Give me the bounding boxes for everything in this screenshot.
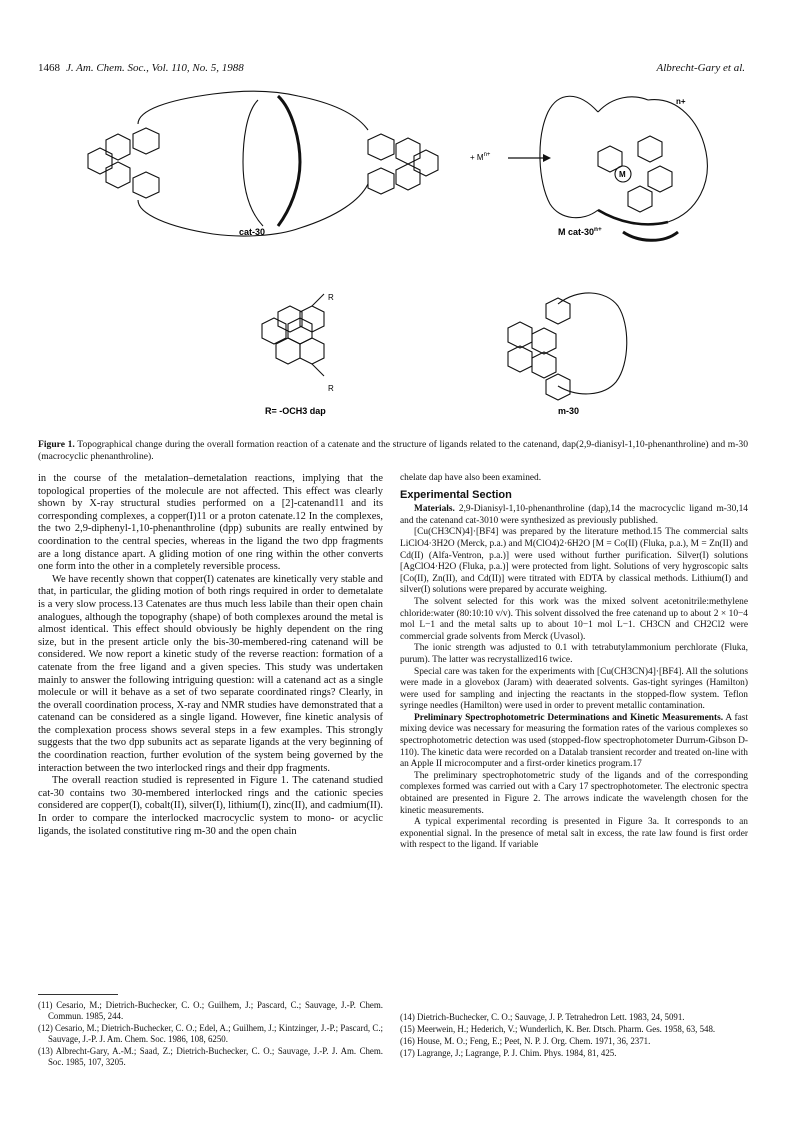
body-paragraph: The overall reaction studied is represented in Figure 1. The catenand studied cat-30 contains two 30-membered interlocked rings and the cationic species considered are copper(I), cobalt(II), silver(I), lithium(I), zinc(II), and cadmium(II). In order to compare the interlocked macrocyclic system to mono- or acyclic ligands, the isolated constitutive ring m-30 and the open chain xyxy=(38,775,383,837)
reference-item: (11) Cesario, M.; Dietrich-Buchecker, C. O.; Guilhem, J.; Pascard, C.; Sauvage, J.-P. Chem. Commun. 1985, 244. xyxy=(38,1000,383,1021)
body-paragraph: Materials. 2,9-Dianisyl-1,10-phenanthroline (dap),14 the macrocyclic ligand m-30,14 and the catenand cat-3010 were synthesized as previously published. xyxy=(400,504,748,526)
charge-label: n+ xyxy=(676,97,686,106)
body-paragraph: Special care was taken for the experiments with [Cu(CH3CN)4]·[BF4]. All the solutions were made in a glovebox (Jaram) with deaerated solvents. Gas-tight syringes (Hamilton) were used for sampling and injecting the reactants in the stopped-flow system. Teflon syringe needles (Hamilton) were used in order to prevent metallic contamination. xyxy=(400,666,748,712)
reference-item: (12) Cesario, M.; Dietrich-Buchecker, C. O.; Edel, A.; Guilhem, J.; Kintzinger, J.-P.; Pascard, C.; Sauvage, J.-P. J. Am. Chem. Soc. 1986, 108, 6250. xyxy=(38,1023,383,1044)
cat30-structure xyxy=(88,91,438,236)
figure-1 xyxy=(38,82,748,432)
references-left xyxy=(38,1000,383,1069)
reference-item: (15) Meerwein, H.; Hederich, V.; Wunderlich, K. Ber. Dtsch. Pharm. Ges. 1958, 63, 548. xyxy=(400,1024,716,1034)
body-paragraph: The preliminary spectrophotometric study of the ligands and of the corresponding complexes formed was carried out with a Cary 17 spectrophotometer. The electronic spectra obtained are presented in Figure 2. The arrows indicate the wavelength chosen for the kinetic measurements. xyxy=(400,770,748,816)
running-header-authors: Albrecht-Gary et al. xyxy=(656,62,745,74)
reference-item: (14) Dietrich-Buchecker, C. O.; Sauvage, J. P. Tetrahedron Lett. 1983, 24, 5091. xyxy=(400,1012,685,1022)
dap-r-top: R xyxy=(328,293,334,302)
caption-label: Figure 1. xyxy=(38,439,75,450)
dap-r-bottom: R xyxy=(328,384,334,393)
references-right xyxy=(400,1012,748,1060)
running-header-left xyxy=(38,62,244,74)
dap-label: R= -OCH3 dap xyxy=(265,406,326,416)
journal-citation: J. Am. Chem. Soc., Vol. 110, No. 5, 1988 xyxy=(66,62,244,74)
page-number: 1468 xyxy=(38,62,60,74)
left-column xyxy=(38,473,383,838)
plus-metal-label: + $M^{n+}$ xyxy=(470,152,491,162)
body-paragraph: in the course of the metalation–demetalation reactions, implying that the topological properties of the molecule are not affected. This effect was clearly shown by X-ray structural studies performed on a [2]-catenand11 and its corresponding complexes, a copper(I)11 or a proton catenate.12 In the complexes, the two 2,9-diphenyl-1,10-phenanthroline (dpp) subunits are really entwined by coordination to the central species, whereas in the ligand the two dpp fragments are a long distance apart. A gliding motion of one ring within the other converts one form into the other in a completely reversible process. xyxy=(38,473,383,573)
run-in-heading: Materials. xyxy=(414,504,455,515)
body-paragraph: A typical experimental recording is presented in Figure 3a. It corresponds to an exponential signal. In the presence of metal salt in excess, the rate law found is first order with respect to the ligand. If variable xyxy=(400,817,748,851)
m30-label: m-30 xyxy=(558,406,580,416)
footnote-rule xyxy=(38,994,118,995)
reference-item: (17) Lagrange, J.; Lagrange, P. J. Chim. Phys. 1984, 81, 425. xyxy=(400,1048,617,1058)
mcat30-structure xyxy=(540,96,707,240)
reaction-arrowhead xyxy=(543,154,551,162)
body-paragraph: Preliminary Spectrophotometric Determinations and Kinetic Measurements. A fast mixing device was necessary for measuring the formation rates of the various complexes so spectrophotometric detection was used (stopped-flow spectrophotometer Durrum-Gibson D-110). The kinetic data were recorded on a Datalab transient recorder and treated on-line with an Apple II microcomputer and a first-order kinetics program.17 xyxy=(400,712,748,770)
right-column xyxy=(400,473,748,852)
figure-1-structures xyxy=(38,82,748,432)
body-paragraph: chelate dap have also been examined. xyxy=(400,473,542,483)
caption-text: Topographical change during the overall formation reaction of a catenate and the structure of ligands related to the catenand, dap(2,9-dianisyl-1,10-phenanthroline) and m-30 (macrocyclic phenanthroline). xyxy=(38,439,748,462)
reference-item: (13) Albrecht-Gary, A.-M.; Saad, Z.; Dietrich-Buchecker, C. O.; Sauvage, J.-P. J. Am. Chem. Soc. 1985, 107, 3205. xyxy=(38,1046,383,1067)
m30-structure xyxy=(508,293,627,400)
section-title: Experimental Section xyxy=(400,488,512,501)
body-paragraph: The ionic strength was adjusted to 0.1 with tetrabutylammonium perchlorate (Fluka, purum). The latter was recrystallized16 twice. xyxy=(400,643,748,665)
body-paragraph: The solvent selected for this work was the mixed solvent acetonitrile:methylene chloride:water (80:10:10 v/v). This solvent dissolved the free catenand up to about 2 × 10−4 mol L−1 and the metal salts up to about 10−1 mol L−1. CH3CN and CH2Cl2 were commercial grade solvents from Merck (Uvasol). xyxy=(400,596,748,642)
body-paragraph: We have recently shown that copper(I) catenates are kinetically very stable and that, in particular, the gliding motion of both rings required in order to demetalate is a very slow process.13 Catenates are thus much less labile than their open chain analogues, although the topography (shape) of both complexes around the metal is almost identical. This effect should obviously be highly dependent on the ring size, but in the present article only the bis-30-membered-ring catenand will be considered. We now report a kinetic study of the reverse reaction: formation of a catenate from the free ligand and a given species. This study was undertaken mainly to answer the following intriguing question: will a catenand act as a single molecule or will it behave as a set of two separate coordinated rings? Clearly, in the overall coordination process, X-ray and NMR studies have demonstrated that a catenand can be considered as a single ligand. However, fine kinetic analysis of the complexation process shows several steps in a few examples. This strongly suggests that the two dpp subunits act as separate ligands at the very beginning of the coordination reaction, further evolution of the system being governed by the interaction between the two interlocked rings and their dpp fragments. xyxy=(38,573,383,774)
run-in-heading: Preliminary Spectrophotometric Determinations and Kinetic Measurements. xyxy=(414,712,724,723)
figure-caption xyxy=(38,439,748,463)
dap-structure xyxy=(262,294,324,376)
reference-item: (16) House, M. O.; Feng, E.; Peet, N. P. J. Org. Chem. 1971, 36, 2371. xyxy=(400,1036,651,1046)
body-paragraph: [Cu(CH3CN)4]·[BF4] was prepared by the literature method.15 The commercial salts LiClO4·3H2O (Merck, p.a.) and M(ClO4)2·6H2O [M = Co(II) (Fluka, p.a.), M = Zn(II) and Cd(II) (Alfa-Ventron, p.a.)] were used without further purification. Silver(I) solutions [AgClO4·H2O (Fluka, p.a.)] were protected from light. Solutions of very hygroscopic salts [Co(II), Zn(II), and Cd(II)] were titrated with EDTA by classical methods. Lithium(I) and silver(I) solutions were prepared by accurate weighing. xyxy=(400,527,748,596)
cat30-label: cat-30 xyxy=(239,227,266,237)
metal-center-label: M xyxy=(619,170,626,179)
mcat30-label: M cat-$30^{n+}$ xyxy=(558,226,602,237)
